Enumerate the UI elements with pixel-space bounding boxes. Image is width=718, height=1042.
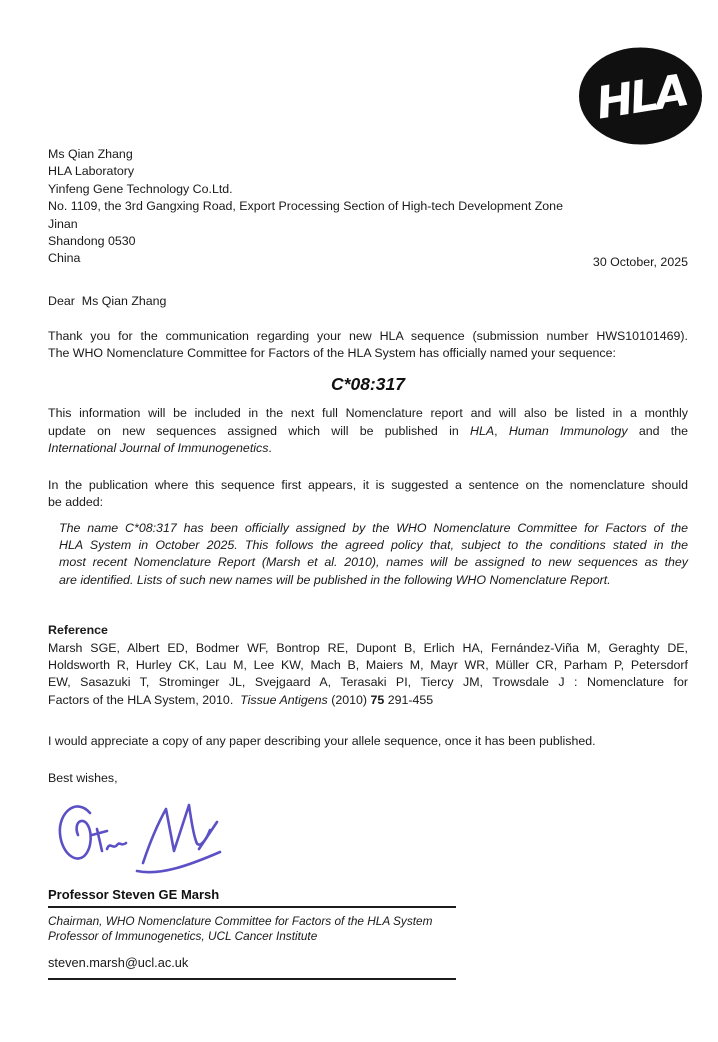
text-line: Thank you for the communication regarding your new HLA sequence (submission number HWS10101469). [48, 328, 688, 343]
recipient-block [48, 146, 688, 268]
text-line: In the publication where this sequence first appears, it is suggested a sentence on the nomenclature should [48, 477, 688, 492]
intro-paragraph [48, 328, 688, 363]
recipient-line: No. 1109, the 3rd Gangxing Road, Export Processing Section of High-tech Development Zone [48, 199, 563, 214]
signatory-titles [48, 914, 688, 944]
reference-heading: Reference [48, 623, 108, 638]
text-line: HLA System in October 2025. This follows the agreed policy that, subject to the conditions stated in the [59, 537, 688, 552]
publication-paragraph [48, 405, 688, 457]
recipient-line: HLA Laboratory [48, 164, 135, 179]
recipient-line: China [48, 251, 81, 266]
allele-name: C*08:317 [331, 374, 405, 395]
separator-line-bottom [48, 978, 456, 980]
logo-text: HLA [592, 65, 690, 130]
text-line: Holdsworth R, Hurley CK, Lau M, Lee KW, Mach B, Maiers M, Mayr WR, Müller CR, Parham P, Petersdorf [48, 657, 688, 672]
text-line: The name C*08:317 has been officially assigned by the WHO Nomenclature Committee for Factors of the [59, 520, 688, 535]
text-line: The WHO Nomenclature Committee for Factors of the HLA System has officially named your sequence: [48, 346, 616, 361]
text-line: This information will be included in the next full Nomenclature report and will also be listed in a monthly [48, 406, 688, 421]
text-line: update on new sequences assigned which will be published in HLA, Human Immunology and the [48, 423, 688, 438]
text-line: EW, Sasazuki T, Strominger JL, Svejgaard A, Terasaki PI, Tiercy JM, Trowsdale J : Nomenclature for [48, 675, 688, 690]
text-line: Marsh SGE, Albert ED, Bodmer WF, Bontrop RE, Dupont B, Erlich HA, Fernández-Viña M, Geraghty DE, [48, 640, 688, 655]
signature-stroke [60, 806, 91, 858]
signature [50, 799, 240, 884]
signature-stroke [199, 822, 217, 849]
separator-line-top [48, 906, 456, 908]
salutation: Dear Ms Qian Zhang [48, 294, 167, 309]
signature-stroke [143, 805, 210, 863]
letter-date: 30 October, 2025 [592, 254, 688, 269]
hla-logo [578, 46, 703, 146]
signature-stroke [137, 852, 220, 872]
signatory-title-line: Professor of Immunogenetics, UCL Cancer Institute [48, 929, 318, 944]
recipient-line: Yinfeng Gene Technology Co.Ltd. [48, 181, 233, 196]
signatory-name: Professor Steven GE Marsh [48, 886, 220, 902]
text-line: be added: [48, 495, 104, 510]
closing: Best wishes, [48, 770, 118, 785]
appreciation-paragraph [48, 733, 688, 750]
text-line: Factors of the HLA System, 2010. Tissue Antigens (2010) 75 291-455 [48, 692, 434, 707]
signature-stroke [107, 843, 126, 849]
text-line: most recent Nomenclature Report (Marsh et al. 2010), names will be assigned to new sequences as they [59, 555, 688, 570]
reference-body [48, 640, 688, 710]
suggestion-paragraph [48, 477, 688, 512]
text-line: are identified. Lists of such new names will be published in the following WHO Nomenclature Report. [59, 572, 611, 587]
recipient-line: Jinan [48, 216, 78, 231]
text-line: International Journal of Immunogenetics. [48, 441, 272, 456]
recipient-line: Shandong 0530 [48, 234, 136, 249]
email-address: steven.marsh@ucl.ac.uk [48, 955, 189, 971]
recipient-line: Ms Qian Zhang [48, 147, 133, 161]
signatory-title-line: Chairman, WHO Nomenclature Committee for Factors of the HLA System [48, 914, 433, 929]
nomenclature-quote [48, 520, 688, 590]
text-line: I would appreciate a copy of any paper describing your allele sequence, once it has been published. [48, 734, 596, 749]
